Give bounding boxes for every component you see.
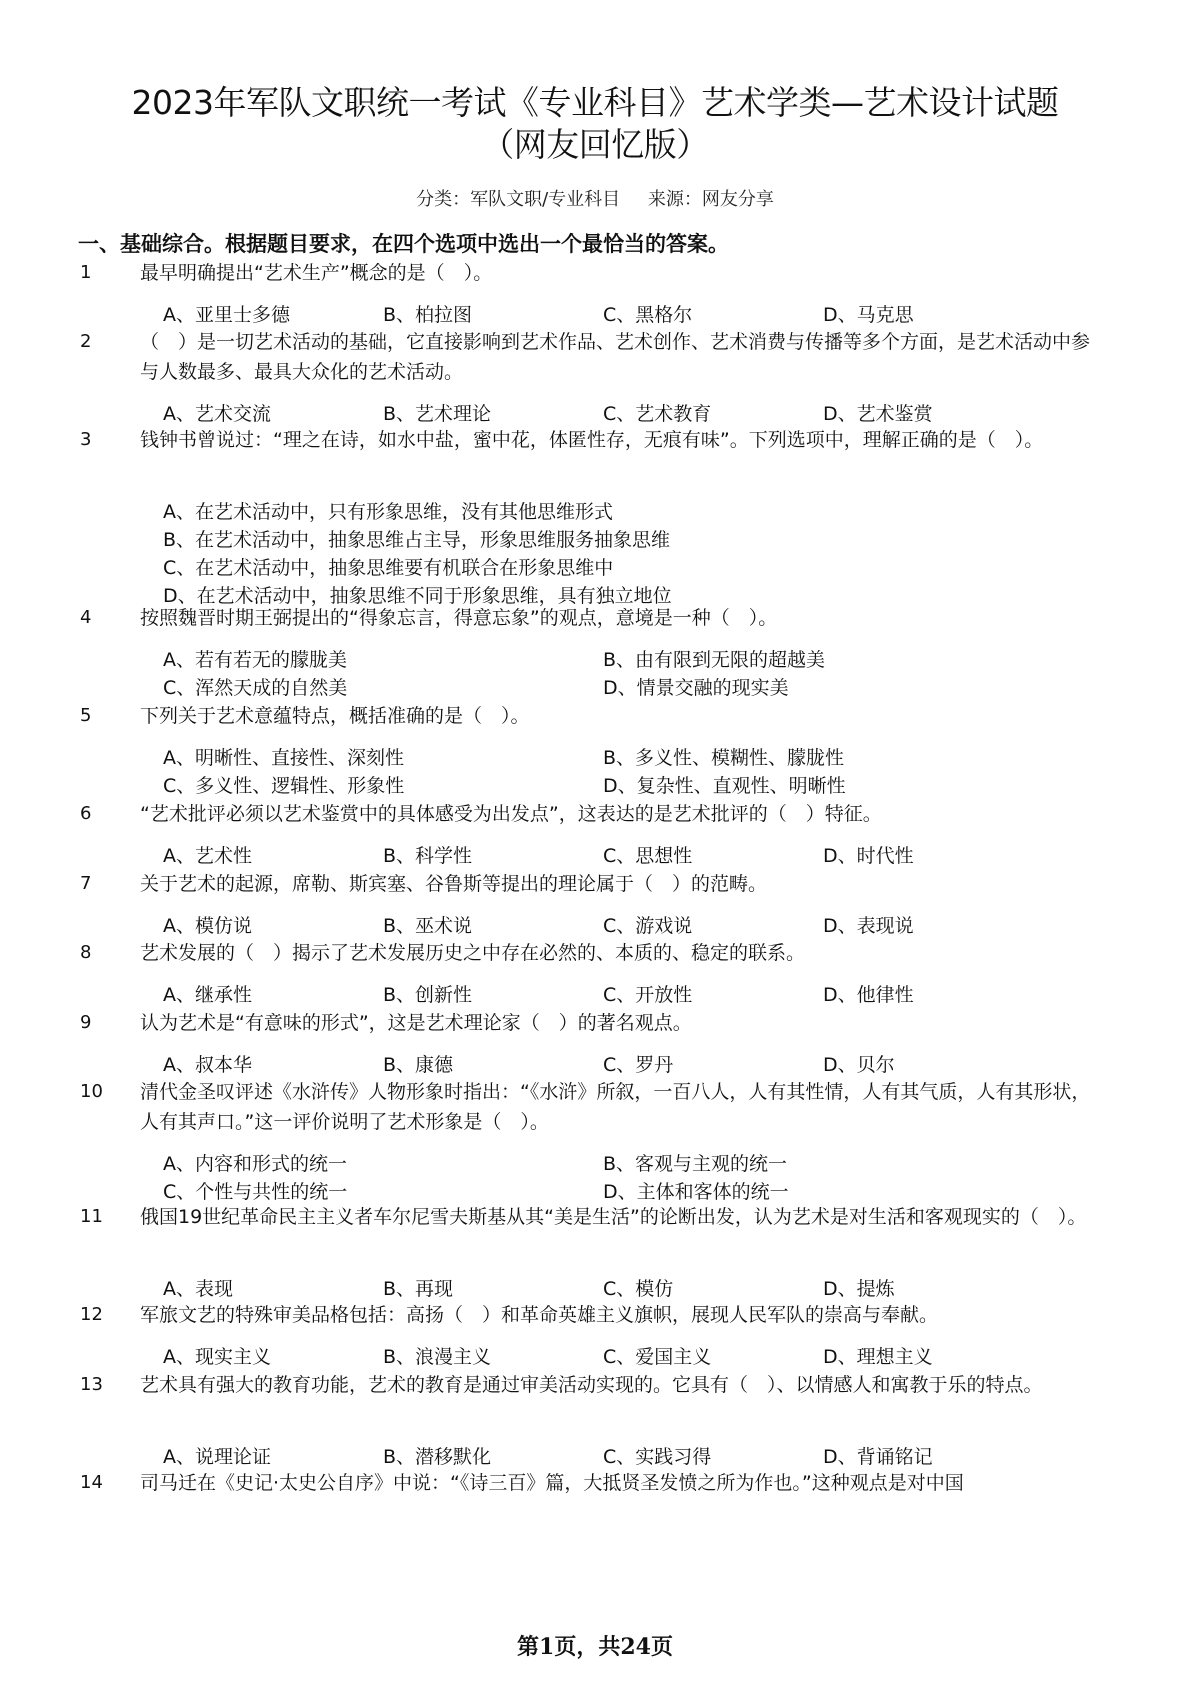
answer-option[interactable]: D、他律性 — [823, 984, 914, 1006]
question-stem: 艺术具有强大的教育功能，艺术的教育是通过审美活动实现的。它具有（ ）、以情感人和寓教于乐的特点。 — [140, 1374, 1043, 1396]
answer-option[interactable]: A、艺术交流 — [163, 403, 271, 425]
page-footer: 第1页，共24页 — [517, 1634, 673, 1660]
answer-option[interactable]: C、爱国主义 — [603, 1346, 712, 1368]
answer-option[interactable]: D、贝尔 — [823, 1054, 895, 1076]
answer-option[interactable]: A、若有若无的朦胧美 — [163, 649, 347, 671]
answer-option[interactable]: B、科学性 — [383, 845, 473, 867]
question-stem: 军旅文艺的特殊审美品格包括：高扬（ ）和革命英雄主义旗帜，展现人民军队的崇高与奉献。 — [140, 1304, 939, 1326]
answer-option[interactable]: C、思想性 — [603, 845, 693, 867]
answer-option[interactable]: B、客观与主观的统一 — [603, 1153, 788, 1175]
answer-option[interactable]: A、现实主义 — [163, 1346, 271, 1368]
answer-option[interactable]: B、艺术理论 — [383, 403, 492, 425]
answer-option[interactable]: B、由有限到无限的超越美 — [603, 649, 826, 671]
question-number: 7 — [80, 873, 92, 894]
question-stem: 认为艺术是“有意味的形式”，这是艺术理论家（ ）的著名观点。 — [140, 1012, 692, 1034]
section-heading: 一、基础综合。根据题目要求，在四个选项中选出一个最恰当的答案。 — [78, 232, 729, 256]
answer-option[interactable]: A、模仿说 — [163, 915, 252, 937]
answer-option[interactable]: B、柏拉图 — [383, 304, 473, 326]
answer-option[interactable]: C、罗丹 — [603, 1054, 674, 1076]
answer-option[interactable]: D、马克思 — [823, 304, 914, 326]
question-stem: 关于艺术的起源，席勒、斯宾塞、谷鲁斯等提出的理论属于（ ）的范畴。 — [140, 873, 768, 895]
answer-option[interactable]: A、继承性 — [163, 984, 252, 1006]
question-number: 13 — [80, 1374, 103, 1395]
answer-option[interactable]: C、艺术教育 — [603, 403, 712, 425]
answer-option[interactable]: A、说理论证 — [163, 1446, 271, 1468]
question-stem: 按照魏晋时期王弼提出的“得象忘言，得意忘象”的观点，意境是一种（ ）。 — [140, 607, 778, 629]
question-stem: 艺术发展的（ ）揭示了艺术发展历史之中存在必然的、本质的、稳定的联系。 — [140, 942, 806, 964]
question-stem: 钱钟书曾说过：“理之在诗，如水中盐，蜜中花，体匿性存，无痕有味”。下列选项中，理解正确的是（ ）。 — [140, 429, 1044, 451]
question-number: 6 — [80, 803, 92, 824]
answer-option[interactable]: C、在艺术活动中，抽象思维要有机联合在形象思维中 — [163, 557, 614, 579]
question-number: 3 — [80, 429, 92, 450]
title-line-2: （网友回忆版） — [481, 125, 709, 164]
answer-option[interactable]: D、背诵铭记 — [823, 1446, 933, 1468]
question-stem: 司马迁在《史记·太史公自序》中说：“《诗三百》篇，大抵贤圣发愤之所为作也。”这种观点是对中国 — [140, 1472, 964, 1494]
answer-option[interactable]: A、亚里士多德 — [163, 304, 290, 326]
question-number: 11 — [80, 1206, 103, 1227]
question-number: 5 — [80, 705, 92, 726]
answer-option[interactable]: C、浑然天成的自然美 — [163, 677, 348, 699]
answer-option[interactable]: B、在艺术活动中，抽象思维占主导，形象思维服务抽象思维 — [163, 529, 671, 551]
title-line-1: 2023年军队文职统一考试《专业科目》艺术学类—艺术设计试题 — [131, 83, 1059, 122]
question-stem: 清代金圣叹评述《水浒传》人物形象时指出：“《水浒》所叙，一百八人，人有其性情，人有其气质，人有其形状，人有其声口。”这一评价说明了艺术形象是（ ）。 — [140, 1081, 1091, 1133]
question-number: 8 — [80, 942, 92, 963]
answer-option[interactable]: C、开放性 — [603, 984, 693, 1006]
answer-option[interactable]: D、提炼 — [823, 1278, 895, 1300]
question-stem: （ ）是一切艺术活动的基础，它直接影响到艺术作品、艺术创作、艺术消费与传播等多个方面，是艺术活动中参与人数最多、最具大众化的艺术活动。 — [140, 331, 1091, 383]
question-stem: “艺术批评必须以艺术鉴赏中的具体感受为出发点”，这表达的是艺术批评的（ ）特征。 — [140, 803, 882, 825]
answer-option[interactable]: D、复杂性、直观性、明晰性 — [603, 775, 846, 797]
answer-option[interactable]: B、潜移默化 — [383, 1446, 492, 1468]
answer-option[interactable]: D、情景交融的现实美 — [603, 677, 789, 699]
answer-option[interactable]: B、再现 — [383, 1278, 454, 1300]
answer-option[interactable]: A、明晰性、直接性、深刻性 — [163, 747, 404, 769]
answer-option[interactable]: A、叔本华 — [163, 1054, 252, 1076]
answer-option[interactable]: B、康德 — [383, 1054, 454, 1076]
question-stem: 下列关于艺术意蕴特点，概括准确的是（ ）。 — [140, 705, 530, 727]
question-number: 1 — [80, 262, 92, 283]
answer-option[interactable]: A、在艺术活动中，只有形象思维，没有其他思维形式 — [163, 501, 613, 523]
answer-option[interactable]: B、创新性 — [383, 984, 473, 1006]
answer-option[interactable]: C、模仿 — [603, 1278, 674, 1300]
answer-option[interactable]: B、多义性、模糊性、朦胧性 — [603, 747, 845, 769]
question-stem: 最早明确提出“艺术生产”概念的是（ ）。 — [140, 262, 493, 284]
question-number: 14 — [80, 1472, 103, 1493]
answer-option[interactable]: C、实践习得 — [603, 1446, 712, 1468]
answer-option[interactable]: C、黑格尔 — [603, 304, 693, 326]
answer-option[interactable]: C、游戏说 — [603, 915, 693, 937]
answer-option[interactable]: C、多义性、逻辑性、形象性 — [163, 775, 405, 797]
answer-option[interactable]: D、艺术鉴赏 — [823, 403, 933, 425]
answer-option[interactable]: D、理想主义 — [823, 1346, 933, 1368]
answer-option[interactable]: D、表现说 — [823, 915, 914, 937]
answer-option[interactable]: D、在艺术活动中，抽象思维不同于形象思维，具有独立地位 — [163, 585, 672, 607]
question-number: 4 — [80, 607, 92, 628]
category-label: 分类：军队文职/专业科目 — [416, 189, 621, 210]
source-label: 来源：网友分享 — [647, 189, 774, 210]
answer-option[interactable]: B、巫术说 — [383, 915, 473, 937]
answer-option[interactable]: B、浪漫主义 — [383, 1346, 492, 1368]
question-number: 9 — [80, 1012, 92, 1033]
answer-option[interactable]: D、时代性 — [823, 845, 914, 867]
answer-option[interactable]: A、艺术性 — [163, 845, 252, 867]
question-number: 10 — [80, 1081, 103, 1102]
question-number: 2 — [80, 331, 92, 352]
question-stem: 俄国19世纪革命民主主义者车尔尼雪夫斯基从其“美是生活”的论断出发，认为艺术是对生活和客观现实的（ ）。 — [140, 1206, 1087, 1228]
answer-option[interactable]: A、表现 — [163, 1278, 233, 1300]
answer-option[interactable]: D、主体和客体的统一 — [603, 1181, 789, 1203]
answer-option[interactable]: C、个性与共性的统一 — [163, 1181, 348, 1203]
question-number: 12 — [80, 1304, 103, 1325]
answer-option[interactable]: A、内容和形式的统一 — [163, 1153, 347, 1175]
